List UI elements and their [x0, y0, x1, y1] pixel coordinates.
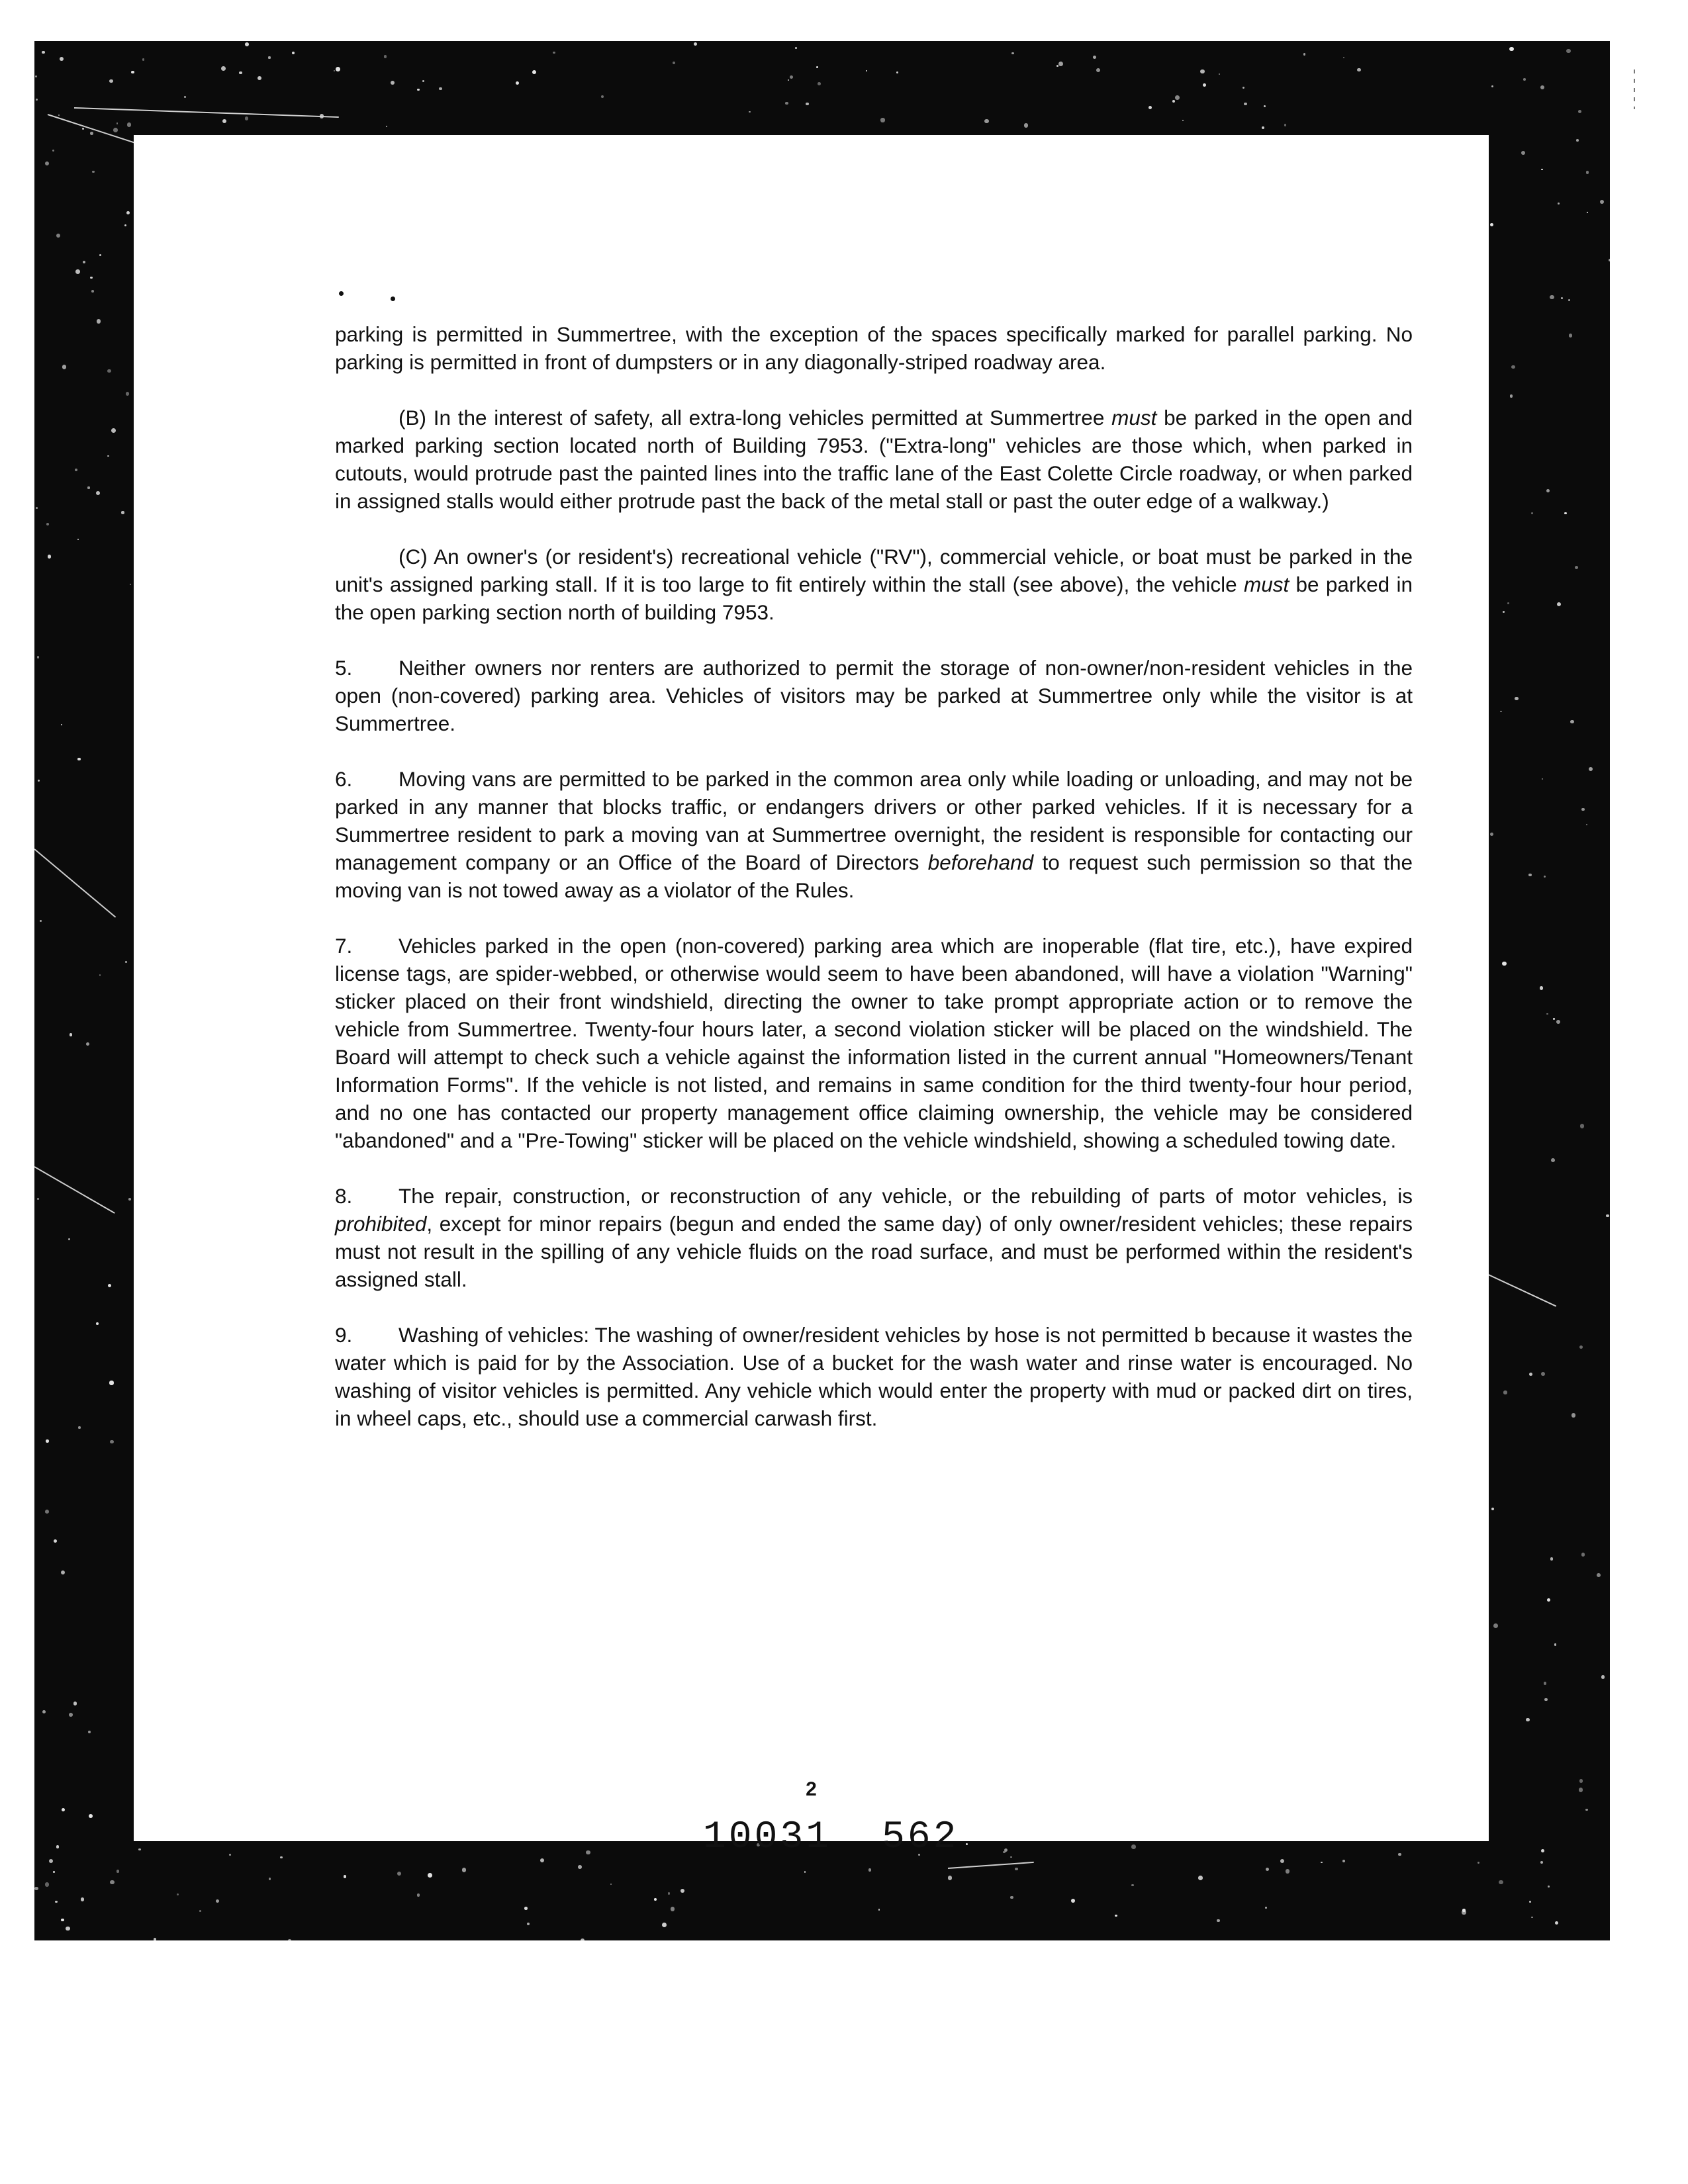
scan-speck — [1280, 1859, 1284, 1863]
scan-speck — [1015, 1868, 1017, 1870]
scan-dot — [391, 296, 395, 301]
scan-speck — [788, 79, 789, 81]
scan-speck — [55, 1901, 58, 1903]
scan-speck — [86, 1042, 89, 1046]
scan-speck — [245, 116, 248, 120]
scan-speck — [1200, 69, 1205, 74]
scan-speck — [269, 1878, 271, 1880]
scan-speck — [1523, 78, 1526, 81]
scan-speck — [1581, 808, 1585, 811]
scan-speck — [56, 234, 60, 238]
scan-speck — [268, 56, 270, 58]
paragraph-text: to request such permission so that the moving van is not towed away as a violator of the Rules. — [335, 850, 1413, 902]
scan-speck — [1510, 394, 1513, 398]
scan-speck — [1586, 824, 1587, 825]
scan-speck — [391, 81, 395, 85]
scan-speck — [1541, 1372, 1545, 1376]
scan-speck — [37, 1198, 39, 1200]
scan-speck — [154, 1938, 157, 1940]
scan-speck — [1544, 1682, 1546, 1684]
scan-speck — [1093, 56, 1096, 59]
scan-speck — [462, 1868, 467, 1872]
scan-speck — [586, 1850, 590, 1855]
paragraph-text: The repair, construction, or reconstruction of any vehicle, or the rebuilding of parts of motor vehicles, is — [399, 1184, 1413, 1208]
scan-speck — [578, 1865, 582, 1869]
scan-speck — [107, 455, 109, 457]
scan-speck — [662, 1923, 667, 1927]
scan-speck — [1011, 52, 1014, 55]
scan-speck — [36, 99, 37, 100]
scan-speck — [1546, 489, 1550, 492]
scan-speck — [111, 428, 116, 433]
scan-border — [34, 41, 1610, 1940]
scan-speck — [97, 319, 101, 324]
scan-speck — [1507, 602, 1509, 604]
scan-speck — [1601, 1675, 1605, 1679]
scan-speck — [127, 122, 132, 127]
scan-speck — [1058, 62, 1063, 66]
paragraph-number: 5. — [335, 656, 353, 680]
scan-speck — [1550, 295, 1554, 299]
scan-speck — [1490, 223, 1493, 226]
scan-speck — [532, 70, 536, 74]
scan-speck — [75, 469, 77, 471]
scan-speck — [56, 1845, 59, 1848]
scan-speck — [1531, 1917, 1532, 1918]
scan-speck — [671, 1907, 675, 1911]
scan-speck — [1544, 1698, 1548, 1702]
scan-speck — [99, 974, 101, 976]
scan-speck — [54, 1539, 58, 1543]
scan-speck — [384, 55, 387, 58]
scan-speck — [1580, 1124, 1585, 1128]
emphasis-text: must — [1111, 406, 1157, 430]
paragraph-4c-rv — [335, 543, 1413, 626]
scan-speck — [126, 211, 130, 214]
scan-speck — [126, 392, 130, 396]
scan-speck — [1491, 1508, 1494, 1510]
scan-speck — [1398, 1853, 1401, 1856]
scan-speck — [108, 1284, 111, 1287]
scan-speck — [749, 111, 750, 113]
paragraph-number: 8. — [335, 1184, 353, 1208]
scan-speck — [1244, 103, 1246, 105]
scan-speck — [1529, 1901, 1531, 1903]
scan-speck — [90, 132, 93, 135]
scan-speck — [1569, 334, 1572, 337]
scan-speck — [92, 171, 94, 173]
scan-speck — [82, 128, 84, 130]
scan-speck — [78, 1426, 81, 1429]
scan-speck — [868, 1868, 871, 1871]
scan-speck — [428, 1873, 432, 1878]
scan-speck — [138, 1848, 141, 1851]
scan-speck — [1553, 1018, 1555, 1020]
scan-speck — [131, 71, 134, 73]
scan-speck — [45, 161, 49, 165]
paragraph-text: , except for minor repairs (begun and ended the same day) of only owner/resident vehicles; these repairs must not result in the spilling of any vehicle fluids on the road surface, and must be performed within the resident's assigned stall. — [335, 1212, 1413, 1291]
scan-speck — [280, 1856, 282, 1858]
scan-speck — [130, 584, 132, 586]
scan-speck — [142, 58, 145, 61]
scan-speck — [1500, 711, 1501, 712]
scan-speck — [1589, 767, 1593, 771]
scan-speck — [1547, 1598, 1550, 1602]
paragraph-9-washing — [335, 1321, 1413, 1432]
scan-speck — [124, 224, 126, 226]
scan-speck — [804, 1871, 806, 1872]
scan-speck — [1531, 512, 1533, 514]
scan-speck — [1540, 85, 1544, 89]
scan-speck — [69, 1713, 73, 1717]
scan-speck — [1266, 1868, 1269, 1871]
scan-speck — [40, 920, 42, 922]
scan-speck — [1579, 1779, 1583, 1782]
scan-speck — [1149, 106, 1152, 109]
scan-speck — [1265, 1907, 1266, 1908]
paragraph-text: (B) In the interest of safety, all extra-long vehicles permitted at Summertree — [399, 406, 1112, 430]
scan-speck — [45, 1510, 49, 1514]
scan-speck — [984, 119, 989, 124]
scan-speck — [1579, 1788, 1583, 1792]
scan-speck — [1284, 124, 1286, 126]
paragraph-text: parking is permitted in Summertree, with the exception of the spaces specifically marked for parallel parking. No parking is permitted in front of dumpsters or in any diagonally-striped roadway area. — [335, 322, 1413, 374]
scan-speck — [1515, 697, 1519, 701]
scan-speck — [1609, 259, 1610, 261]
scan-speck — [292, 52, 295, 54]
scan-speck — [1581, 1553, 1585, 1556]
scan-speck — [1551, 1158, 1555, 1162]
paragraph-text: Washing of vehicles: The washing of owner/resident vehicles by hose is not permitted b because it wastes the water which is paid for by the Association. Use of a bucket for the wash water and rinse water is encouraged. No washing of visitor vehicles is permitted. Any vehicle which would enter the property with mud or packed dirt on tires, in wheel caps, etc., should use a commercial carwash first. — [335, 1323, 1413, 1430]
scan-speck — [113, 128, 118, 132]
document-body — [335, 320, 1413, 1460]
scan-speck — [1542, 778, 1543, 780]
page-number: 2 — [806, 1778, 817, 1800]
scan-speck — [1541, 1849, 1544, 1852]
document-page — [134, 135, 1489, 1859]
scan-speck — [344, 1875, 347, 1878]
scan-speck — [1548, 1886, 1550, 1888]
scan-speck — [1585, 1809, 1587, 1811]
paragraph-4b-extra-long — [335, 404, 1413, 515]
scan-speck — [35, 75, 37, 77]
scan-speck — [1502, 962, 1506, 966]
scan-speck — [1568, 299, 1570, 301]
scan-dot — [339, 291, 344, 296]
scan-speck — [1579, 1345, 1583, 1349]
scan-speck — [1096, 68, 1100, 72]
scan-speck — [46, 1439, 48, 1442]
paragraph-text: be parked in the open parking section north of building 7953. — [335, 572, 1413, 624]
scan-speck — [60, 57, 64, 61]
scan-speck — [1576, 139, 1579, 142]
scan-speck — [1544, 876, 1546, 878]
scan-speck — [68, 1238, 70, 1240]
scan-speck — [222, 119, 226, 123]
scan-streak — [1484, 1272, 1557, 1307]
scan-speck — [1462, 1910, 1466, 1914]
scan-speck — [527, 1923, 530, 1925]
scan-speck — [417, 89, 419, 91]
scan-speck — [87, 486, 89, 488]
paragraph-8-repair — [335, 1182, 1413, 1293]
scan-speck — [516, 81, 519, 85]
paragraph-text: Vehicles parked in the open (non-covered) parking area which are inoperable (flat tire, etc.), have expired license tags, are spider-webbed, or otherwise would seem to have been abandoned, will have a violation "Warning" sticker placed on their front windshield, directing the owner to take prompt appropriate action or to remove the vehicle from Summertree. Twenty-four hours later, a second violation sticker will be placed on the windshield. The Board will attempt to check such a vehicle against the information listed in the current annual "Homeowners/Tenant Information Forms". If the vehicle is not listed, and remains in same condition for the third twenty-four hour period, and no one has contacted our property management office claiming ownership, the vehicle may be considered "abandoned" and a "Pre-Towing" sticker will be placed on the vehicle windshield, showing a scheduled towing date. — [335, 934, 1413, 1152]
scan-speck — [1490, 833, 1493, 836]
scan-speck — [1540, 986, 1544, 990]
scan-speck — [96, 1322, 99, 1325]
scan-speck — [61, 1919, 64, 1921]
scan-speck — [1131, 1844, 1135, 1848]
scan-speck — [61, 1570, 65, 1574]
scan-speck — [45, 1882, 49, 1886]
scan-speck — [896, 71, 898, 73]
scan-speck — [1575, 566, 1578, 569]
scan-speck — [334, 70, 335, 71]
scan-speck — [1600, 200, 1604, 204]
scan-speck — [1131, 1884, 1134, 1887]
scan-speck — [816, 66, 818, 68]
scan-speck — [1556, 1020, 1560, 1024]
paragraph-6-moving-vans — [335, 765, 1413, 904]
scan-speck — [880, 118, 884, 122]
scan-speck — [422, 80, 424, 82]
scan-speck — [34, 1887, 38, 1891]
scan-speck — [1578, 110, 1581, 113]
scan-speck — [1303, 53, 1306, 56]
scan-streak — [948, 1862, 1034, 1869]
scan-speck — [1321, 1862, 1322, 1863]
scan-speck — [673, 62, 675, 64]
scan-speck — [1511, 365, 1515, 369]
scan-speck — [785, 102, 788, 105]
scan-speck — [107, 369, 111, 373]
scan-speck — [1198, 1876, 1203, 1880]
scan-speck — [99, 254, 102, 257]
scan-speck — [1503, 1390, 1507, 1394]
scan-speck — [109, 79, 113, 83]
recording-stamp-book: 10031 — [703, 1816, 832, 1859]
scan-streak — [34, 1166, 115, 1214]
scan-speck — [91, 290, 94, 293]
scan-speck — [109, 1381, 113, 1385]
scan-speck — [53, 1871, 55, 1873]
scan-speck — [1477, 1862, 1479, 1864]
scan-speck — [110, 1440, 113, 1443]
scan-speck — [1262, 126, 1264, 129]
scan-speck — [601, 95, 604, 98]
scan-speck — [61, 724, 62, 725]
paragraph-7-inoperable — [335, 932, 1413, 1154]
scan-speck — [1606, 1214, 1609, 1217]
scan-speck — [117, 122, 118, 124]
scan-speck — [1541, 169, 1543, 171]
scan-speck — [417, 1893, 420, 1897]
scan-speck — [1182, 120, 1184, 121]
scan-speck — [199, 1910, 201, 1912]
paragraph-text: (C) An owner's (or resident's) recreational vehicle ("RV"), commercial vehicle, or boat must be parked in the unit's assigned parking stall. If it is too large to fit entirely within the stall (see above), the vehicle — [335, 545, 1413, 596]
scan-speck — [1558, 203, 1560, 205]
scan-speck — [1010, 1896, 1013, 1899]
scan-speck — [1566, 49, 1570, 53]
scan-speck — [1561, 297, 1563, 299]
scan-speck — [258, 76, 262, 81]
scan-speck — [1203, 83, 1206, 87]
scan-speck — [1343, 57, 1344, 58]
scan-speck — [1503, 611, 1504, 612]
scan-speck — [581, 1938, 585, 1940]
paragraph-text: be parked in the open and marked parking section located north of Building 7953. ("Extra-long" vehicles are those which, when parked in cutouts, would protrude past the painted lines into the traffic lane of the East Colette Circle roadway, or when parked in assigned stalls would either protrude past the back of the metal stall or past the outer edge of a walkway.) — [335, 406, 1413, 513]
scan-speck — [795, 47, 797, 49]
scan-speck — [288, 1939, 291, 1940]
scan-speck — [524, 1907, 528, 1910]
emphasis-text: prohibited — [335, 1212, 427, 1236]
scan-speck — [1243, 87, 1244, 89]
scan-speck — [790, 75, 793, 79]
scan-speck — [1587, 212, 1588, 213]
scan-speck — [654, 1898, 657, 1901]
scan-speck — [62, 1808, 65, 1811]
scan-speck — [818, 82, 821, 85]
scan-speck — [77, 758, 81, 761]
scan-speck — [1264, 105, 1266, 107]
scan-speck — [221, 66, 226, 71]
scan-speck — [125, 961, 127, 963]
scan-speck — [1528, 874, 1531, 876]
scan-speck — [439, 87, 442, 91]
scan-speck — [245, 42, 249, 46]
paragraph-text: Neither owners nor renters are authorized to permit the storage of non-owner/non-resident vehicles in the open (non-covered) parking area. Vehicles of visitors may be parked at Summertree only while the visitor is at Summertree. — [335, 656, 1413, 735]
scan-speck — [1564, 512, 1566, 514]
paragraph-text: Moving vans are permitted to be parked in the common area only while loading or unloading, and may not be parked in any manner that blocks traffic, or endangers drivers or other parked vehicles. If it is necessary for a Summertree resident to park a moving van at Summertree overnight, the resident is responsible for contacting our management company or an Office of the Board of Directors — [335, 767, 1413, 874]
scan-streak — [34, 848, 116, 917]
scan-speck — [1003, 1851, 1006, 1854]
scan-speck — [70, 1033, 73, 1036]
scan-speck — [184, 96, 187, 99]
scan-speck — [73, 1702, 77, 1706]
scan-speck — [948, 1876, 952, 1880]
scan-speck — [66, 1927, 70, 1931]
scan-speck — [89, 1814, 93, 1818]
scan-speck — [121, 511, 124, 514]
scan-speck — [229, 1854, 231, 1856]
scan-speck — [1571, 1413, 1576, 1418]
scan-speck — [1557, 602, 1561, 606]
scan-speck — [1570, 720, 1574, 724]
scan-speck — [1071, 1899, 1075, 1903]
scan-speck — [42, 51, 45, 54]
scan-speck — [866, 70, 867, 71]
scan-speck — [1493, 1623, 1498, 1628]
scan-speck — [36, 507, 38, 509]
scan-speck — [1550, 1557, 1553, 1560]
scan-speck — [1586, 171, 1589, 173]
scan-speck — [694, 42, 697, 46]
paragraph-number: 9. — [335, 1323, 353, 1347]
scan-speck — [216, 1899, 219, 1903]
scan-speck — [1597, 1573, 1601, 1577]
paragraph-number: 7. — [335, 934, 353, 958]
scan-speck — [386, 126, 387, 127]
scan-speck — [38, 780, 40, 782]
scan-speck — [806, 103, 809, 106]
scan-speck — [1010, 1856, 1011, 1858]
scan-speck — [1554, 1643, 1556, 1645]
paragraph-number: 6. — [335, 767, 353, 791]
scan-speck — [239, 71, 242, 75]
scan-speck — [1056, 65, 1058, 67]
scan-speck — [1219, 73, 1220, 75]
scan-speck — [1175, 95, 1180, 100]
scan-speck — [610, 1884, 612, 1886]
scan-speck — [1555, 1921, 1558, 1925]
scan-speck — [878, 1909, 880, 1910]
scan-speck — [77, 539, 79, 540]
scan-speck — [46, 523, 49, 525]
scan-speck — [553, 52, 555, 54]
scan-speck — [62, 365, 67, 369]
scan-speck — [110, 1880, 114, 1884]
scan-speck — [1115, 1915, 1117, 1917]
scan-speck — [1491, 85, 1493, 87]
scan-speck — [1529, 1373, 1532, 1376]
scan-speck — [397, 1872, 401, 1876]
scan-speck — [540, 1858, 545, 1863]
scan-speck — [117, 1870, 119, 1872]
scan-speck — [177, 1893, 179, 1895]
scan-speck — [1521, 151, 1525, 155]
scan-speck — [1286, 1869, 1290, 1874]
scan-speck — [1546, 1013, 1548, 1015]
paragraph-5-storage — [335, 654, 1413, 737]
scan-speck — [52, 150, 54, 152]
scan-speck — [81, 1897, 85, 1901]
scan-speck — [48, 555, 52, 559]
scan-speck — [1172, 100, 1175, 103]
recording-stamp-page: 562 — [882, 1816, 959, 1859]
scan-speck — [1024, 123, 1029, 128]
scan-speck — [966, 1843, 968, 1845]
scan-speck — [1526, 1718, 1529, 1721]
scan-speck — [58, 114, 60, 116]
scan-speck — [336, 67, 340, 71]
scan-speck — [42, 1710, 46, 1713]
paragraph-parking-general — [335, 320, 1413, 376]
scan-speck — [1540, 1861, 1543, 1864]
scan-speck — [83, 261, 85, 263]
scan-speck — [90, 277, 93, 279]
scan-speck — [96, 491, 100, 495]
scan-speck — [1342, 1860, 1345, 1862]
scan-speck — [668, 1892, 671, 1895]
scan-speck — [75, 269, 79, 273]
scan-speck — [1509, 47, 1513, 51]
scan-speck — [128, 1198, 131, 1201]
scan-streak — [74, 107, 339, 118]
scan-speck — [1499, 1880, 1503, 1885]
scan-speck — [1357, 68, 1361, 72]
scan-speck — [1217, 1919, 1220, 1923]
scan-speck — [49, 1859, 53, 1863]
scan-speck — [88, 1731, 91, 1733]
scan-speck — [37, 656, 40, 659]
emphasis-text: must — [1243, 572, 1289, 596]
scan-speck — [680, 1889, 685, 1893]
emphasis-text: beforehand — [927, 850, 1034, 874]
margin-mark — [1634, 69, 1635, 109]
